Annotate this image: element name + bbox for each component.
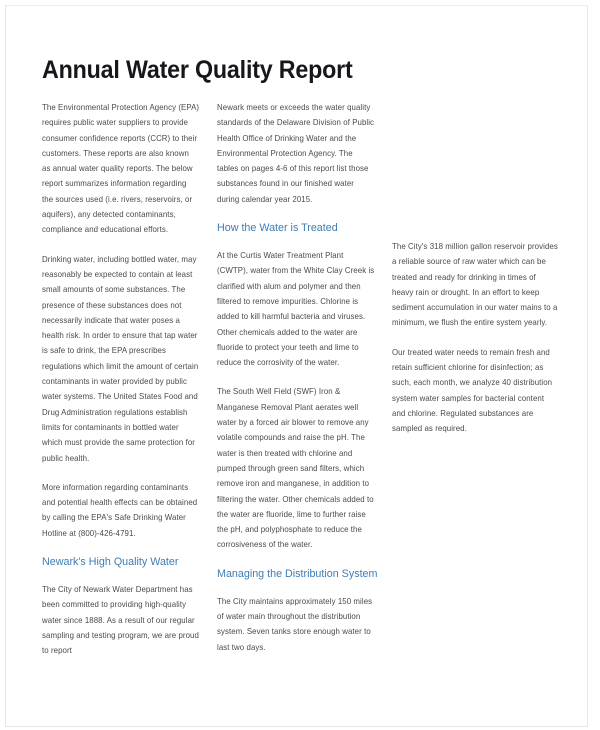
paragraph: The City's 318 million gallon reservoir provides a reliable source of raw water which can be treated and ready for drinking in times of heavy rain or drought. In an effort to keep sediment accumulation in our water mains to a minimum, we flush the entire system yearly. [392, 242, 558, 328]
paragraph: At the Curtis Water Treatment Plant (CWTP), water from the White Clay Creek is clarified with alum and polymer and then filtered to remove impurities. Chlorine is added to kill harmful bacteria and viruses. Other chemicals added to the water are fluoride to protect your teeth and lime to reduce the corrosivity of the water. [217, 251, 375, 368]
page-title: Annual Water Quality Report [42, 56, 353, 84]
paragraph: More information regarding contaminants and potential health effects can be obtained by calling the EPA's Safe Drinking Water Hotline at (800)-426-4791. [42, 482, 198, 538]
section-heading-managing-the-distribution-system: Managing the Distribution System [217, 567, 378, 580]
paragraph: The Environmental Protection Agency (EPA) requires public water suppliers to provide consumer confidence reports (CCR) to their customers. These reports are also known as annual water quality reports. The below report summarizes information regarding the sources used (i.e. rivers, reservoirs, or aquifers), any detected contaminants, compliance and educational efforts. [42, 103, 200, 235]
text-column-1 [42, 100, 204, 673]
text-column-3 [392, 239, 564, 451]
document-page [5, 5, 588, 727]
paragraph: The City maintains approximately 150 miles of water main throughout the distribution system. Seven tanks store enough water to last two days. [217, 596, 373, 652]
paragraph: Our treated water needs to remain fresh and retain sufficient chlorine for disinfection; as such, each month, we analyze 40 distribution system water samples for bacterial content and chlorine. Regulated substances are sampled as required. [392, 347, 553, 434]
paragraph: Drinking water, including bottled water, may reasonably be expected to contain at least small amounts of some substances. The presence of these substances does not necessarily indicate that water poses a health risk. In order to ensure that tap water is safe to drink, the EPA prescribes regulations which limit the amount of certain contaminants in water provided by public water systems. The United States Food and Drug Administration regulations establish limits for contaminants in bottled water which must provide the same protection for public health. [42, 254, 199, 463]
paragraph: The South Well Field (SWF) Iron & Manganese Removal Plant aerates well water by a forced air blower to remove any volatile compounds and raise the pH. The water is then treated with chlorine and pumped through green sand filters, which remove iron and manganese, in addition to filtering the water. Other chemicals added to the water are fluoride, lime to further raise the pH, and polyphosphate to reduce the corrosiveness of the water. [217, 387, 374, 550]
text-column-2 [217, 100, 381, 669]
section-heading-newarks-high-quality-water: Newark's High Quality Water [42, 556, 179, 569]
section-heading-how-the-water-is-treated: How the Water is Treated [217, 222, 338, 235]
paragraph: Newark meets or exceeds the water quality standards of the Delaware Division of Public Health Office of Drinking Water and the Environmental Protection Agency. The tables on pages 4-6 of this report list those substances found in our finished water during calendar year 2015. [217, 103, 375, 204]
paragraph: The City of Newark Water Department has been committed to providing high-quality water since 1888. As a result of our regular sampling and testing program, we are proud to report [42, 585, 199, 656]
